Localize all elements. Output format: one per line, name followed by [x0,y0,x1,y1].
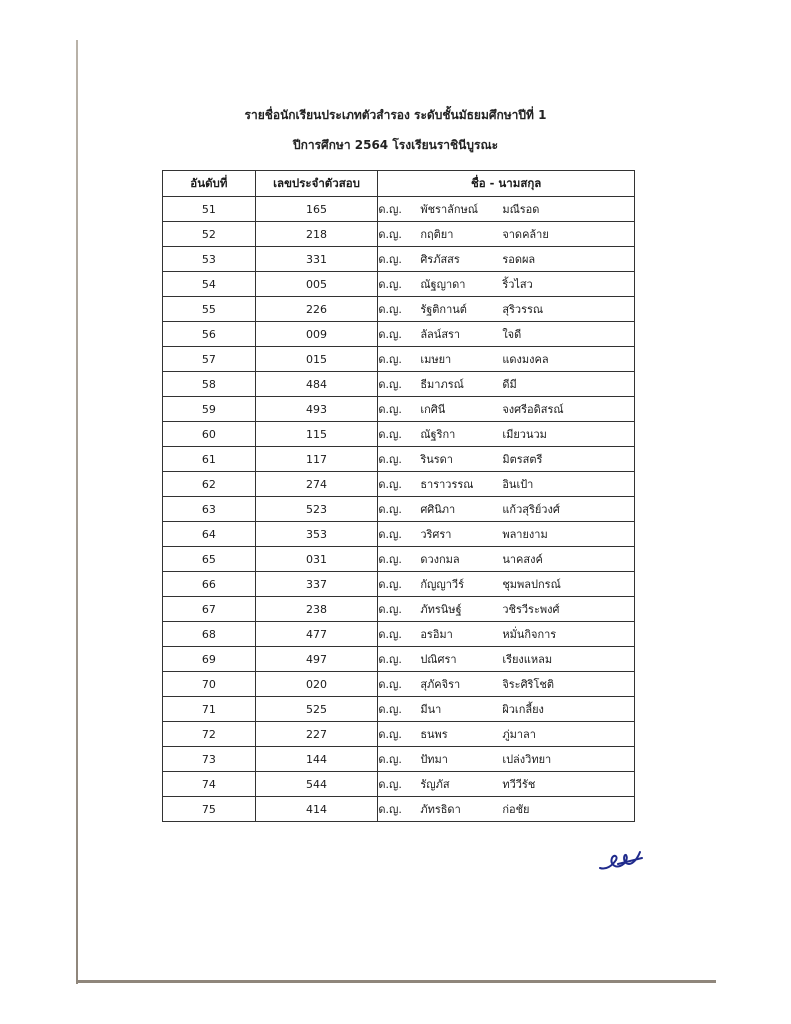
cell-exam-number: 020 [255,672,378,697]
cell-exam-number: 353 [255,522,378,547]
last-name: หมั่นกิจการ [502,628,557,641]
cell-full-name [378,747,635,772]
first-name: กัญญาวีร์ [420,578,464,591]
cell-rank: 67 [163,597,256,622]
cell-rank: 69 [163,647,256,672]
cell-rank: 61 [163,447,256,472]
last-name: ก่อชัย [502,803,530,816]
table-row [163,222,635,247]
cell-rank: 73 [163,747,256,772]
cell-rank: 70 [163,672,256,697]
table-row [163,797,635,822]
table-row [163,547,635,572]
scan-edge-bottom [76,980,716,983]
cell-rank: 72 [163,722,256,747]
cell-exam-number: 218 [255,222,378,247]
cell-full-name [378,297,635,322]
cell-full-name [378,797,635,822]
cell-exam-number: 115 [255,422,378,447]
last-name: เรียงแหลม [502,653,553,666]
cell-rank: 52 [163,222,256,247]
cell-exam-number: 227 [255,722,378,747]
name-prefix: ด.ญ. [378,478,402,491]
cell-exam-number: 117 [255,447,378,472]
last-name: นาคสงค์ [502,553,543,566]
first-name: ณัฐริกา [420,428,456,441]
name-prefix: ด.ญ. [378,678,402,691]
cell-rank: 64 [163,522,256,547]
name-prefix: ด.ญ. [378,303,402,316]
table-row [163,697,635,722]
header-full-name: ชื่อ - นามสกุล [378,171,635,197]
cell-exam-number: 274 [255,472,378,497]
first-name: กฤติยา [420,228,454,241]
table-row [163,472,635,497]
cell-full-name [378,697,635,722]
cell-rank: 62 [163,472,256,497]
cell-full-name [378,347,635,372]
cell-rank: 63 [163,497,256,522]
cell-exam-number: 484 [255,372,378,397]
cell-exam-number: 477 [255,622,378,647]
cell-rank: 54 [163,272,256,297]
cell-exam-number: 144 [255,747,378,772]
cell-exam-number: 031 [255,547,378,572]
cell-full-name [378,397,635,422]
last-name: จาดคล้าย [502,228,549,241]
name-prefix: ด.ญ. [378,428,402,441]
document-title: รายชื่อนักเรียนประเภทตัวสำรอง ระดับชั้นมัธยมศึกษาปีที่ 1 [244,108,547,122]
last-name: ริ้วไสว [502,278,533,291]
last-name: แดงมงคล [502,353,549,366]
name-prefix: ด.ญ. [378,753,402,766]
scan-edge-left [76,40,78,984]
cell-exam-number: 226 [255,297,378,322]
cell-rank: 71 [163,697,256,722]
name-prefix: ด.ญ. [378,628,402,641]
last-name: พลายงาม [502,528,548,541]
cell-full-name [378,547,635,572]
table-row [163,772,635,797]
name-prefix: ด.ญ. [378,603,402,616]
table-row [163,322,635,347]
cell-rank: 51 [163,197,256,222]
cell-rank: 75 [163,797,256,822]
table-row [163,197,635,222]
table-row [163,372,635,397]
name-prefix: ด.ญ. [378,803,402,816]
table-row [163,497,635,522]
first-name: ปณิศรา [420,653,457,666]
table-row [163,447,635,472]
name-prefix: ด.ญ. [378,578,402,591]
cell-full-name [378,622,635,647]
table-row [163,722,635,747]
first-name: วริศรา [420,528,452,541]
cell-rank: 66 [163,572,256,597]
last-name: ชุมพลปกรณ์ [502,578,561,591]
first-name: เกศินี [420,403,446,416]
cell-full-name [378,647,635,672]
table-row [163,522,635,547]
table-row [163,272,635,297]
cell-full-name [378,272,635,297]
first-name: อรอิมา [420,628,453,641]
document-subtitle: ปีการศึกษา 2564 โรงเรียนราชินีบูรณะ [292,138,499,152]
cell-full-name [378,597,635,622]
first-name: รัฐติกานต์ [420,303,467,316]
header-exam-number: เลขประจำตัวสอบ [255,171,378,197]
name-prefix: ด.ญ. [378,453,402,466]
name-prefix: ด.ญ. [378,653,402,666]
first-name: รินรดา [420,453,453,466]
name-prefix: ด.ญ. [378,403,402,416]
table-row [163,347,635,372]
last-name: แก้วสุริย์วงศ์ [502,503,560,516]
last-name: ใจดี [502,328,522,341]
first-name: ภัทรธิดา [420,803,461,816]
first-name: ดวงกมล [420,553,460,566]
first-name: ณัฐญาดา [420,278,466,291]
cell-exam-number: 523 [255,497,378,522]
first-name: มีนา [420,703,442,716]
cell-rank: 68 [163,622,256,647]
table-row [163,622,635,647]
last-name: เมียวนวม [502,428,547,441]
cell-exam-number: 544 [255,772,378,797]
name-prefix: ด.ญ. [378,228,402,241]
cell-exam-number: 009 [255,322,378,347]
cell-rank: 58 [163,372,256,397]
cell-exam-number: 005 [255,272,378,297]
last-name: มณีรอด [502,203,540,216]
name-prefix: ด.ญ. [378,703,402,716]
cell-exam-number: 497 [255,647,378,672]
cell-exam-number: 331 [255,247,378,272]
cell-exam-number: 414 [255,797,378,822]
cell-rank: 59 [163,397,256,422]
name-prefix: ด.ญ. [378,253,402,266]
table-header-row [163,171,635,197]
last-name: จิระศิริโชติ [502,678,554,691]
first-name: ธาราวรรณ [420,478,474,491]
cell-exam-number: 015 [255,347,378,372]
first-name: พัชราลักษณ์ [420,203,478,216]
cell-rank: 60 [163,422,256,447]
last-name: เปล่งวิทยา [502,753,552,766]
first-name: เมษยา [420,353,452,366]
cell-full-name [378,722,635,747]
last-name: มิตรสตรี [502,453,543,466]
name-prefix: ด.ญ. [378,278,402,291]
last-name: วชิรวีระพงศ์ [502,603,560,616]
name-prefix: ด.ญ. [378,328,402,341]
name-prefix: ด.ญ. [378,528,402,541]
name-prefix: ด.ญ. [378,778,402,791]
name-prefix: ด.ญ. [378,203,402,216]
cell-rank: 65 [163,547,256,572]
cell-rank: 57 [163,347,256,372]
last-name: รอดผล [502,253,536,266]
name-prefix: ด.ญ. [378,728,402,741]
cell-exam-number: 165 [255,197,378,222]
cell-full-name [378,447,635,472]
cell-exam-number: 337 [255,572,378,597]
table-row [163,672,635,697]
name-prefix: ด.ญ. [378,503,402,516]
table-row [163,397,635,422]
cell-exam-number: 493 [255,397,378,422]
cell-rank: 53 [163,247,256,272]
cell-rank: 55 [163,297,256,322]
table-body [163,197,635,822]
cell-full-name [378,422,635,447]
first-name: ภัทรนิษฐ์ [420,603,462,616]
first-name: สุภัคจิรา [420,678,461,691]
cell-full-name [378,247,635,272]
first-name: ลัลน์สรา [420,328,461,341]
cell-full-name [378,472,635,497]
name-prefix: ด.ญ. [378,353,402,366]
table-row [163,572,635,597]
table-row [163,297,635,322]
last-name: จงศรีอดิสรณ์ [502,403,564,416]
cell-rank: 56 [163,322,256,347]
handwritten-signature-icon [596,846,646,876]
table-row [163,747,635,772]
name-prefix: ด.ญ. [378,553,402,566]
first-name: ปัทมา [420,753,448,766]
reserve-student-table [162,170,635,822]
last-name: ทวีวีรัช [502,778,536,791]
table-row [163,422,635,447]
first-name: ศศินิภา [420,503,456,516]
cell-full-name [378,322,635,347]
header-rank: อันดับที่ [163,171,256,197]
first-name: ธนพร [420,728,448,741]
cell-full-name [378,222,635,247]
table-row [163,597,635,622]
cell-exam-number: 525 [255,697,378,722]
cell-full-name [378,672,635,697]
cell-full-name [378,522,635,547]
table-row [163,247,635,272]
last-name: ดีมี [502,378,517,391]
last-name: ภู่มาลา [502,728,536,741]
first-name: ธีมาภรณ์ [420,378,464,391]
cell-full-name [378,572,635,597]
last-name: อินเป้า [502,478,534,491]
cell-full-name [378,772,635,797]
cell-full-name [378,197,635,222]
first-name: รัญภัส [420,778,450,791]
cell-rank: 74 [163,772,256,797]
name-prefix: ด.ญ. [378,378,402,391]
cell-full-name [378,497,635,522]
first-name: ศิรภัสสร [420,253,460,266]
table-row [163,647,635,672]
cell-full-name [378,372,635,397]
last-name: ผิวเกลี้ยง [502,703,544,716]
last-name: สุริวรรณ [502,303,544,316]
cell-exam-number: 238 [255,597,378,622]
